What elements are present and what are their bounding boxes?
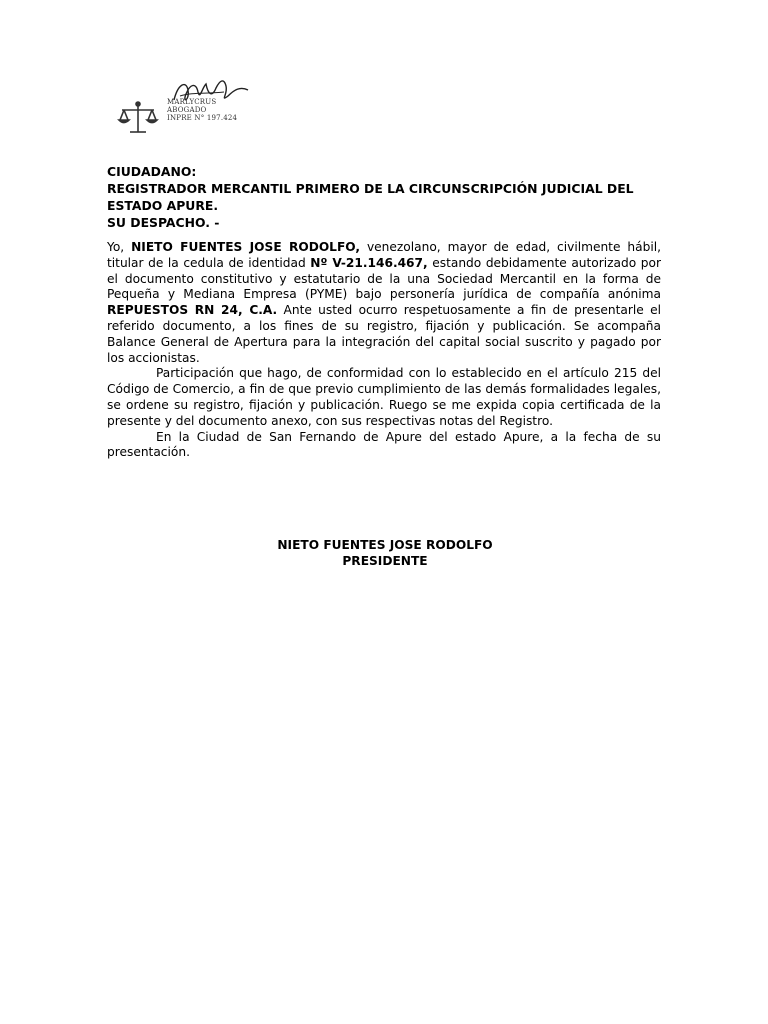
text-run: Yo, [107,240,132,254]
paragraph-legal-basis: Participación que hago, de conformidad con lo establecido en el artículo 215 del Código de Comercio, a fin de que previo cumplimiento de las demás formalidades legales, se ordene su registro, fijación y publicación. Ruego se me expida copia certificada de la presente y del documento anexo, con sus respectivas notas del Registro. [107,366,661,428]
stamp-text [167,98,237,122]
paragraph-request [107,240,661,366]
id-number: Nº V-21.146.467, [310,255,428,270]
addressee-block [107,163,667,231]
addressee-salutation: CIUDADANO: [107,164,197,179]
addressee-office: SU DESPACHO. - [107,215,220,230]
signatory-name: NIETO FUENTES JOSE RODOLFO [277,538,493,552]
stamp-line-inpre: INPRE N° 197.424 [167,114,238,122]
addressee-registrar: REGISTRADOR MERCANTIL PRIMERO DE LA CIRCUNSCRIPCIÓN JUDICIAL DEL ESTADO APURE. [107,181,634,213]
text-run: Ante usted ocurro respetuosamente a fin de presentarle el referido documento, a los fines de su registro, fijación y publicación. Se acompaña Balance General de Apertura para la integración del capital social suscrito y pagado por los accionistas. [107,303,661,365]
company-name: REPUESTOS RN 24, C.A. [107,303,278,318]
text-run: venezolano, mayor de edad, civilmente hábil, titular de la cedula de identidad [107,240,661,270]
stamp-line-title: ABOGADO [167,106,207,114]
letter-body [107,240,661,461]
signatory-title: PRESIDENTE [342,553,428,568]
signature-block [190,538,580,569]
text-run: estando debidamente autorizado por el documento constitutivo y estatutario de la una Sociedad Mercantil en la forma de Pequeña y Mediana Empresa (PYME) bajo personería jurídica de compañía anónima [107,255,661,302]
applicant-name: NIETO FUENTES JOSE RODOLFO, [131,240,360,254]
stamp-line-name: MARLYCRUS [167,98,217,106]
lawyer-stamp [116,74,266,142]
paragraph-place-date: En la Ciudad de San Fernando de Apure del estado Apure, a la fecha de su presentación. [107,429,661,460]
